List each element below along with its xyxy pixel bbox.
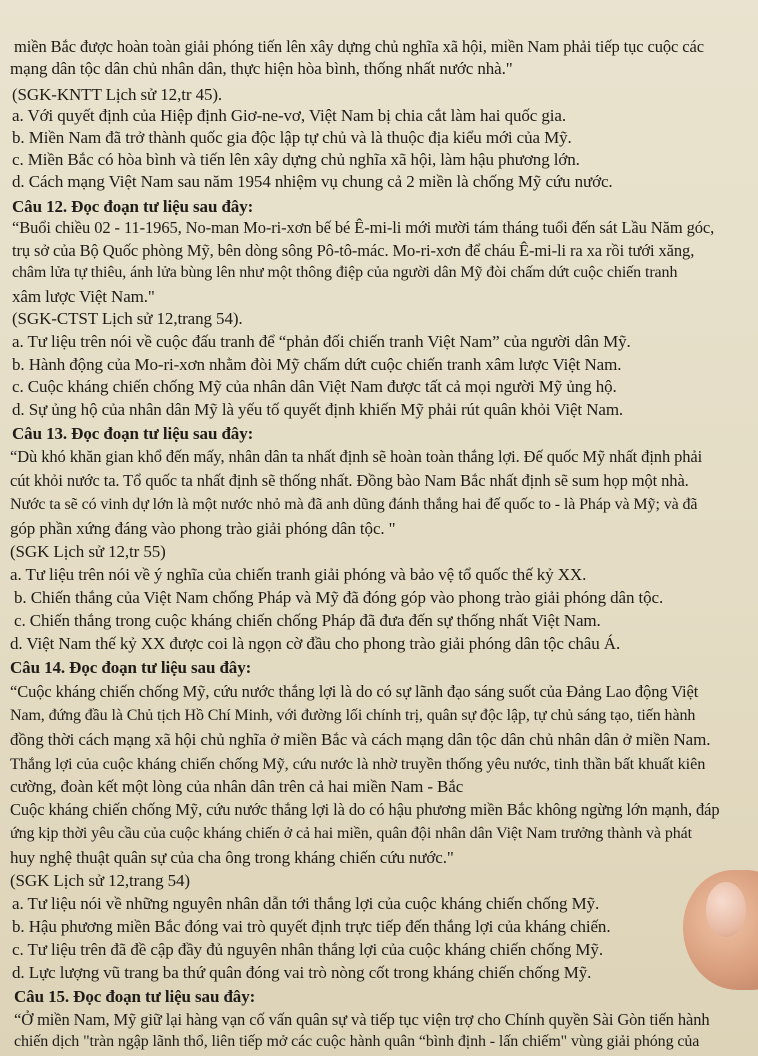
q12-passage-line-3: châm lửa tự thiêu, ánh lửa bùng lên như một thông điệp của người dân Mỹ đòi chấm dứt cuộc chiến tranh	[12, 264, 678, 281]
q12-passage-line-2: trụ sở của Bộ Quốc phòng Mỹ, bên dòng sông Pô-tô-mác. Mo-ri-xơn để cháu Ê-mi-li ra xa rồi tưới xăng,	[12, 241, 695, 260]
q14-option-b: b. Hậu phương miền Bắc đóng vai trò quyết định trực tiếp đến thắng lợi của kháng chiến.	[12, 917, 611, 936]
q12-source: (SGK-CTST Lịch sử 12,trang 54).	[12, 309, 243, 328]
q14-passage-line-3: đồng thời cách mạng xã hội chủ nghĩa ở miền Bắc và cách mạng dân tộc dân chủ nhân dân ở miền Nam.	[10, 730, 711, 749]
q14-passage-line-7: ứng kịp thời yêu cầu của cuộc kháng chiến ở cả hai miền, quân đội nhân dân Việt Nam trưởng thành và phát	[10, 825, 692, 842]
intro-source: (SGK-KNTT Lịch sử 12,tr 45).	[12, 85, 223, 104]
q12-option-d: d. Sự ủng hộ của nhân dân Mỹ là yếu tố quyết định khiến Mỹ phải rút quân khỏi Việt Nam.	[12, 400, 624, 419]
fingernail-photo-artifact	[706, 882, 746, 937]
q13-title: Câu 13. Đọc đoạn tư liệu sau đây:	[12, 424, 254, 443]
q15-passage-line-1: “Ở miền Nam, Mỹ giữ lại hàng vạn cố vấn quân sự và tiếp tục viện trợ cho Chính quyền Sài Gòn tiến hành	[14, 1010, 710, 1029]
q14-passage-line-6: Cuộc kháng chiến chống Mỹ, cứu nước thắng lợi là do có hậu phương miền Bắc không ngừng lớn mạnh, đáp	[10, 800, 720, 819]
intro-option-c: c. Miền Bắc có hòa bình và tiến lên xây dựng chủ nghĩa xã hội, làm hậu phương lớn.	[12, 150, 580, 169]
q14-passage-line-1: “Cuộc kháng chiến chống Mỹ, cứu nước thắng lợi là do có sự lãnh đạo sáng suốt của Đảng Lao động Việt	[10, 682, 699, 701]
q14-passage-line-8: huy nghệ thuật quân sự của cha ông trong kháng chiến cứu nước."	[10, 848, 454, 867]
q13-passage-line-2: cút khỏi nước ta. Tổ quốc ta nhất định sẽ thống nhất. Đồng bào Nam Bắc nhất định sẽ sum họp một nhà.	[10, 471, 689, 490]
intro-option-d: d. Cách mạng Việt Nam sau năm 1954 nhiệm vụ chung cả 2 miền là chống Mỹ cứu nước.	[12, 172, 613, 191]
q13-option-b: b. Chiến thắng của Việt Nam chống Pháp và Mỹ đã đóng góp vào phong trào giải phóng dân tộc.	[14, 588, 664, 607]
q13-passage-line-3: Nước ta sẽ có vinh dự lớn là một nước nhỏ mà đã anh dũng đánh thắng hai đế quốc to - là Pháp và Mỹ; và đã	[10, 496, 698, 513]
q14-option-c: c. Tư liệu trên đã đề cập đầy đủ nguyên nhân thắng lợi của cuộc kháng chiến chống Mỹ.	[12, 940, 603, 959]
intro-line-2: mạng dân tộc dân chủ nhân dân, thực hiện hòa bình, thống nhất nước nhà."	[10, 59, 513, 78]
q15-title: Câu 15. Đọc đoạn tư liệu sau đây:	[14, 987, 256, 1006]
q14-title: Câu 14. Đọc đoạn tư liệu sau đây:	[10, 658, 252, 677]
q14-option-d: d. Lực lượng vũ trang ba thứ quân đóng vai trò nòng cốt trong kháng chiến chống Mỹ.	[12, 963, 592, 982]
q13-passage-line-1: “Dù khó khăn gian khổ đến mấy, nhân dân ta nhất định sẽ hoàn toàn thắng lợi. Đế quốc Mỹ nhất định phải	[10, 447, 703, 466]
q15-passage-line-2: chiến dịch "tràn ngập lãnh thổ, liên tiếp mở các cuộc hành quân “bình định - lấn chiếm" vùng giải phóng của	[14, 1033, 700, 1050]
q14-option-a: a. Tư liệu nói về những nguyên nhân dẫn tới thắng lợi của cuộc kháng chiến chống Mỹ.	[12, 894, 600, 913]
q12-passage-line-1: “Buổi chiều 02 - 11-1965, No-man Mo-ri-xơn bế bé Ê-mi-li mới mười tám tháng tuổi đến sát Lầu Năm góc,	[12, 218, 715, 237]
q14-passage-line-5: cường, đoàn kết một lòng của nhân dân trên cả hai miền Nam - Bắc	[10, 777, 464, 796]
q13-option-d: d. Việt Nam thế kỷ XX được coi là ngọn cờ đầu cho phong trào giải phóng dân tộc châu Á.	[10, 634, 621, 653]
q14-source: (SGK Lịch sử 12,trang 54)	[10, 871, 190, 890]
q13-passage-line-4: góp phần xứng đáng vào phong trào giải phóng dân tộc. "	[10, 519, 396, 538]
q12-passage-line-4: xâm lược Việt Nam."	[12, 287, 155, 306]
q13-option-c: c. Chiến thắng trong cuộc kháng chiến chống Pháp đã đưa đến sự thống nhất Việt Nam.	[14, 611, 601, 630]
q12-option-c: c. Cuộc kháng chiến chống Mỹ của nhân dân Việt Nam được tất cả mọi người Mỹ ủng hộ.	[12, 377, 617, 396]
intro-line-1: miền Bắc được hoàn toàn giải phóng tiến lên xây dựng chủ nghĩa xã hội, miền Nam phải tiếp tục cuộc các	[14, 37, 704, 56]
q13-option-a: a. Tư liệu trên nói về ý nghĩa của chiến tranh giải phóng và bảo vệ tổ quốc thế kỷ XX.	[10, 565, 587, 584]
intro-option-b: b. Miền Nam đã trở thành quốc gia độc lập tự chủ và là thuộc địa kiểu mới của Mỹ.	[12, 128, 572, 147]
intro-option-a: a. Với quyết định của Hiệp định Giơ-ne-vơ, Việt Nam bị chia cắt làm hai quốc gia.	[12, 106, 566, 125]
q12-title: Câu 12. Đọc đoạn tư liệu sau đây:	[12, 197, 254, 216]
q14-passage-line-2: Nam, đứng đầu là Chủ tịch Hồ Chí Minh, với đường lối chính trị, quân sự độc lập, tự chủ sáng tạo, tiến hành	[10, 707, 696, 724]
q13-source: (SGK Lịch sử 12,tr 55)	[10, 542, 166, 561]
q12-option-a: a. Tư liệu trên nói về cuộc đấu tranh để “phản đối chiến tranh Việt Nam” của người dân Mỹ.	[12, 332, 631, 351]
q12-option-b: b. Hành động của Mo-ri-xơn nhằm đòi Mỹ chấm dứt cuộc chiến tranh xâm lược Việt Nam.	[12, 355, 622, 374]
q14-passage-line-4: Thắng lợi của cuộc kháng chiến chống Mỹ, cứu nước là nhờ truyền thống yêu nước, tinh thần bất khuất kiên	[10, 754, 706, 773]
